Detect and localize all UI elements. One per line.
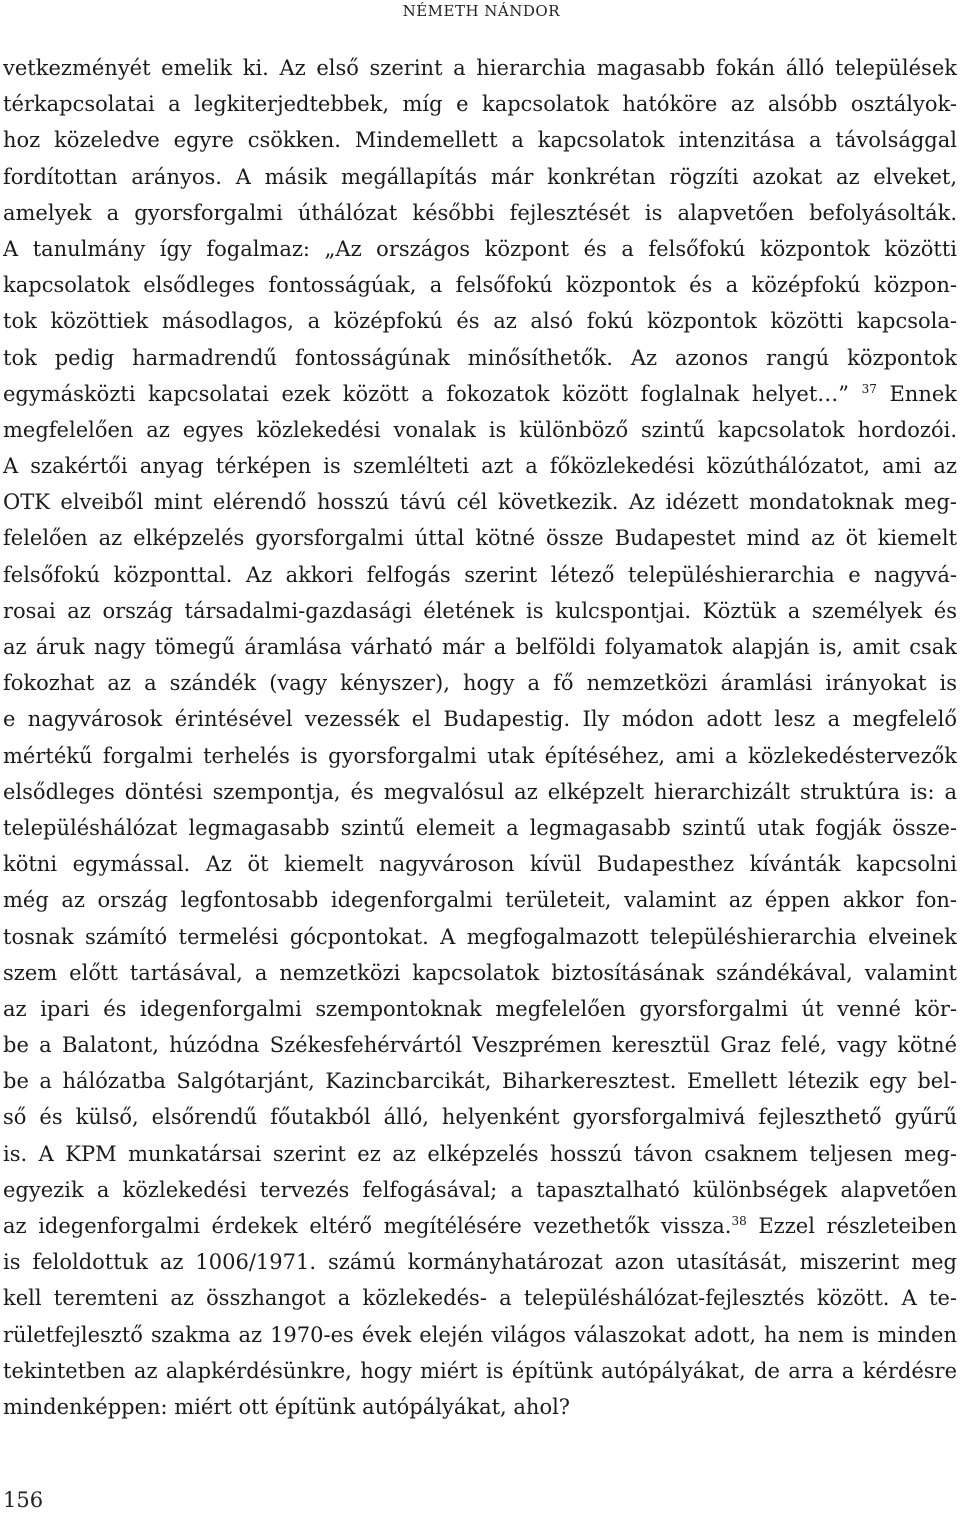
text-line: az áruk nagy tömegű áramlása várható már a belföldi folyamatok alapján is, amit csak: [3, 635, 957, 659]
text-line: egyezik a közlekedési tervezés felfogásával; a tapasztalható különbségek alapvetően: [3, 1177, 957, 1202]
text-line: elsődleges döntési szempontja, és megvalósul az elképzelt hierarchizált struktúra is: a: [3, 779, 957, 804]
text-line: tok pedig harmadrendű fontosságúnak minősíthetők. Az azonos rangú központok: [3, 345, 957, 370]
text-line: [3, 376, 957, 412]
footnote-reference: 37: [861, 381, 877, 396]
text-line: mértékű forgalmi terhelés is gyorsforgalmi utak építéséhez, ami a közlekedéstervezők: [3, 743, 957, 768]
text-line: még az ország legfontosabb idegenforgalmi területeit, valamint az éppen akkor fon-: [3, 888, 957, 913]
text-segment: az idegenforgalmi érdekek eltérő megítélésére vezethetők vissza.: [3, 1214, 732, 1238]
text-line: tosnak számító termelési gócpontokat. A megfogalmazott településhierarchia elveinek: [3, 924, 957, 949]
text-line: felsőfokú központtal. Az akkori felfogás szerint létező településhierarchia e nagyvá-: [3, 562, 957, 587]
text-line: be a Balatont, húzódna Székesfehérvártól Veszprémen keresztül Graz felé, vagy kötné: [3, 1033, 957, 1058]
text-line: tekintetben az alapkérdésünkre, hogy miért is építünk autópályákat, de arra a kérdésre: [3, 1358, 957, 1383]
text-line: fokozhat az a szándék (vagy kényszer), hogy a fő nemzetközi áramlási irányokat is: [3, 671, 957, 696]
text-line: vetkezményét emelik ki. Az első szerint a hierarchia magasabb fokán álló települések: [3, 56, 957, 80]
text-line: A tanulmány így fogalmaz: „Az országos központ és a felsőfokú központok közötti: [3, 236, 957, 261]
text-line: rületfejlesztő szakma az 1970-es évek elején világos válaszokat adott, ha nem is minden: [3, 1322, 957, 1347]
text-line: felelően az elképzelés gyorsforgalmi úttal kötné össze Budapestet mind az öt kiemelt: [3, 526, 957, 551]
text-line: megfelelően az egyes közlekedési vonalak is különböző szintű kapcsolatok hordozói.: [3, 417, 957, 442]
text-line: szem előtt tartásával, a nemzetközi kapcsolatok biztosításának szándékával, valamint: [3, 960, 957, 985]
text-line: mindenképpen: miért ott építünk autópályákat, ahol?: [3, 1394, 571, 1419]
text-line: amelyek a gyorsforgalmi úthálózat későbbi fejlesztését is alapvetően befolyásolták.: [3, 200, 957, 225]
footnote-reference: 38: [731, 1214, 747, 1228]
text-line: fordítottan arányos. A másik megállapítás már konkrétan rögzíti azokat az elveket,: [3, 164, 957, 189]
text-line: tok közöttiek másodlagos, a középfokú és az alsó fokú központok közötti kapcsola-: [3, 309, 957, 334]
text-line: az ipari és idegenforgalmi szempontoknak megfelelően gyorsforgalmi út venné kör-: [3, 996, 957, 1021]
text-line: is. A KPM munkatársai szerint ez az elképzelés hosszú távon csaknem teljesen meg-: [3, 1141, 957, 1166]
text-line: kapcsolatok elsődleges fontosságúak, a felsőfokú központok és a középfokú közpon-: [3, 273, 957, 298]
text-line: kell teremteni az összhangot a közlekedés- a településhálózat-fejlesztés között. A te-: [3, 1286, 957, 1311]
text-line: ső és külső, elsőrendű főutakból álló, helyenként gyorsforgalmivá fejleszthető gyűrű: [3, 1105, 957, 1130]
text-segment: Ezzel részleteiben: [746, 1214, 957, 1238]
text-segment: Ennek: [876, 381, 957, 406]
text-line: térkapcsolatai a legkiterjedtebbek, míg e kapcsolatok hatóköre az alsóbb osztályok-: [3, 92, 957, 117]
text-line: OTK elveiből mint elérendő hosszú távú cél következik. Az idézett mondatoknak meg-: [3, 490, 957, 515]
text-line: kötni egymással. Az öt kiemelt nagyvároson kívül Budapesthez kívánták kapcsolni: [3, 852, 957, 877]
text-line: A szakértői anyag térképen is szemlélteti azt a főközlekedési közúthálózatot, ami az: [3, 454, 957, 479]
text-line: is feloldottuk az 1006/1971. számú kormányhatározat azon utasítását, miszerint meg: [3, 1250, 957, 1275]
text-segment: egymásközti kapcsolatai ezek között a fokozatok között foglalnak helyet…”: [3, 381, 862, 406]
page-number: 156: [3, 1488, 44, 1512]
running-head: NÉMETH NÁNDOR: [402, 2, 560, 20]
text-line: rosai az ország társadalmi-gazdasági életének is kulcspontjai. Köztük a személyek és: [3, 598, 957, 623]
text-line: hoz közeledve egyre csökken. Mindemellett a kapcsolatok intenzitása a távolsággal: [3, 128, 957, 153]
text-line: e nagyvárosok érintésével vezessék el Budapestig. Ily módon adott lesz a megfelelő: [3, 707, 957, 732]
text-line: településhálózat legmagasabb szintű elemeit a legmagasabb szintű utak fogják össze-: [3, 815, 957, 840]
body-paragraph: [3, 50, 957, 1425]
text-line: be a hálózatba Salgótarjánt, Kazincbarcikát, Biharkeresztest. Emellett létezik egy bel-: [3, 1069, 957, 1094]
text-line: [3, 1208, 957, 1244]
